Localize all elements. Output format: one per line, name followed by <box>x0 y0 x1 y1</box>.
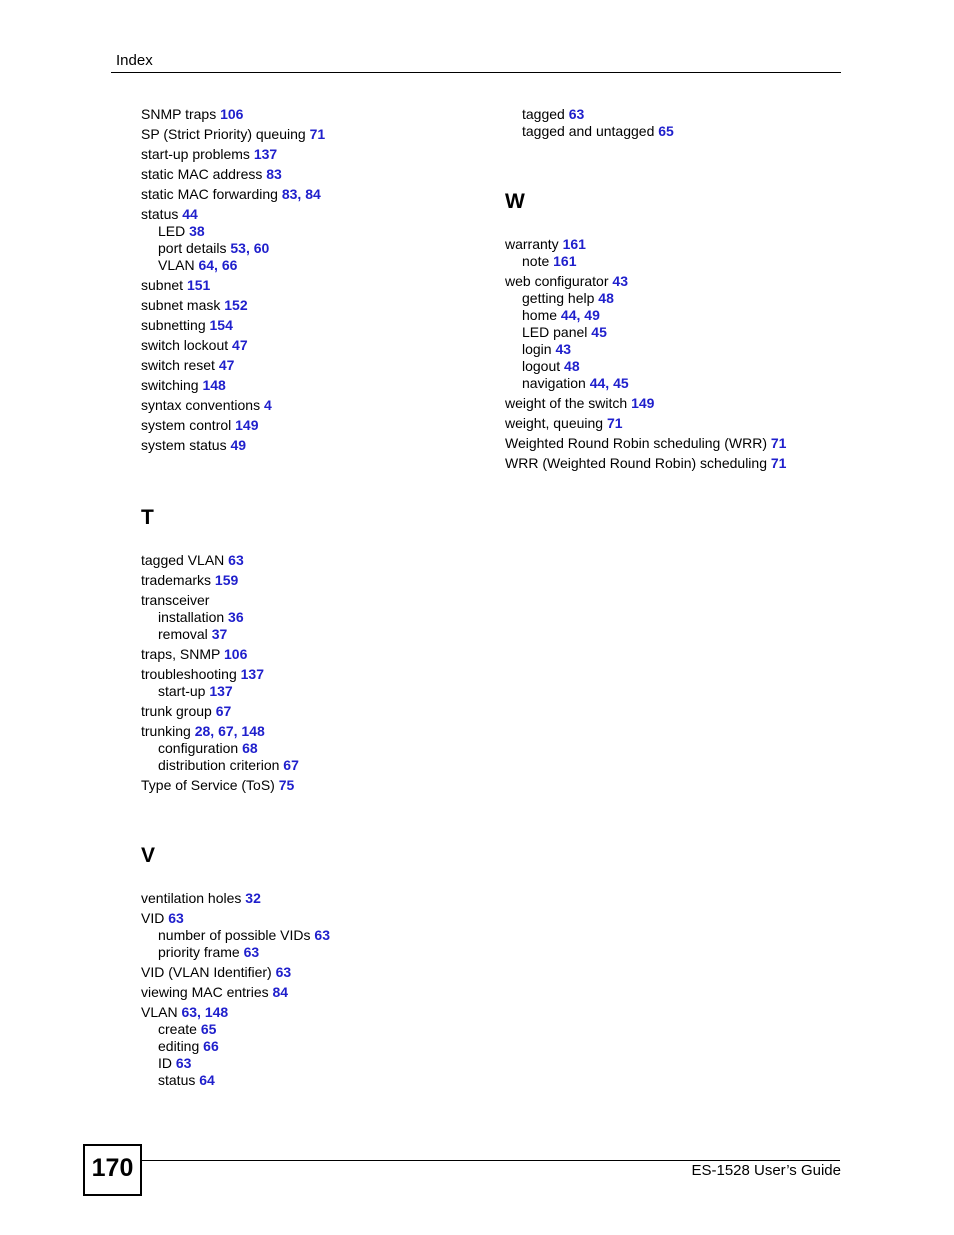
page-separator: , <box>245 240 254 256</box>
page-link[interactable]: 71 <box>770 435 787 451</box>
index-subentry <box>141 257 501 274</box>
page-link[interactable]: 66 <box>203 1038 219 1054</box>
index-entry <box>141 890 501 907</box>
page-link[interactable]: 47 <box>218 357 235 373</box>
page-number-box <box>83 1144 142 1196</box>
page-link[interactable]: 45 <box>591 324 607 340</box>
index-term: troubleshooting <box>141 666 241 682</box>
index-subentry <box>505 253 865 270</box>
page-link[interactable]: 36 <box>228 609 244 625</box>
page-link[interactable]: 151 <box>186 277 211 293</box>
index-term: switching <box>141 377 203 393</box>
index-entry <box>505 455 865 472</box>
index-term: home <box>522 307 561 323</box>
index-entry <box>141 377 501 394</box>
index-subentry <box>141 740 501 757</box>
index-term: transceiver <box>141 592 210 608</box>
page-link[interactable]: 64 <box>199 1072 215 1088</box>
index-entry <box>141 910 501 927</box>
index-subentry <box>141 609 501 626</box>
index-term: trademarks <box>141 572 215 588</box>
index-entry <box>141 666 501 683</box>
page-link[interactable]: 63 <box>168 910 184 926</box>
index-term: status <box>141 206 183 222</box>
index-subentry <box>505 375 865 392</box>
running-header: Index <box>116 52 153 69</box>
index-term: Weighted Round Robin scheduling (WRR) <box>505 435 771 451</box>
section-letter: W <box>505 190 525 213</box>
index-term: ID <box>158 1055 176 1071</box>
index-term: SP (Strict Priority) queuing <box>141 126 310 142</box>
index-term: web configurator <box>505 273 613 289</box>
index-term: number of possible VIDs <box>158 927 315 943</box>
page-link[interactable]: 4 <box>263 397 272 413</box>
page-link[interactable]: 154 <box>209 317 233 333</box>
page-link[interactable]: 137 <box>253 146 278 162</box>
index-subentry <box>141 927 501 944</box>
index-term: distribution criterion <box>158 757 284 773</box>
index-entry <box>141 592 501 609</box>
page-link[interactable]: 71 <box>606 415 623 431</box>
index-term: traps, SNMP <box>141 646 224 662</box>
index-term: trunking <box>141 723 195 739</box>
section-letter: T <box>141 506 154 529</box>
index-term: VID <box>141 910 169 926</box>
index-subentry <box>505 106 865 123</box>
index-entry <box>141 552 501 569</box>
index-entry <box>141 146 501 163</box>
index-term: tagged VLAN <box>141 552 229 568</box>
index-term: port details <box>158 240 231 256</box>
index-entry <box>141 397 501 414</box>
page-link[interactable]: 67 <box>218 723 234 739</box>
page-link[interactable]: 48 <box>598 290 614 306</box>
index-term: VLAN <box>141 1004 182 1020</box>
index-entry <box>141 437 501 454</box>
index-subentry <box>505 341 865 358</box>
index-entry <box>505 273 865 290</box>
page-link[interactable]: 63 <box>243 944 260 960</box>
index-term: note <box>522 253 554 269</box>
index-entry <box>141 417 501 434</box>
page-link[interactable]: 32 <box>245 890 261 906</box>
page-link[interactable]: 47 <box>232 337 248 353</box>
page-link[interactable]: 28 <box>194 723 211 739</box>
index-subentry <box>141 757 501 774</box>
page-link[interactable]: 43 <box>555 341 572 357</box>
page-link[interactable]: 83 <box>266 166 282 182</box>
index-entry <box>141 984 501 1001</box>
index-term: trunk group <box>141 703 216 719</box>
page-separator: , <box>233 723 242 739</box>
index-term: tagged and untagged <box>522 123 659 139</box>
index-subentry <box>141 240 501 257</box>
page-link[interactable]: 63 <box>181 1004 198 1020</box>
page-link[interactable]: 63 <box>228 552 244 568</box>
index-term: warranty <box>505 236 563 252</box>
page-separator: , <box>605 375 614 391</box>
index-subentry <box>141 626 501 643</box>
index-term: static MAC forwarding <box>141 186 282 202</box>
index-subentry <box>505 324 865 341</box>
index-subentry <box>505 307 865 324</box>
index-term: Type of Service (ToS) <box>141 777 279 793</box>
page-link[interactable]: 68 <box>242 740 258 756</box>
index-term: ventilation holes <box>141 890 246 906</box>
page-link[interactable]: 63 <box>314 927 330 943</box>
page-link[interactable]: 137 <box>240 666 264 682</box>
index-term: editing <box>158 1038 204 1054</box>
index-term: SNMP traps <box>141 106 221 122</box>
index-term: logout <box>522 358 565 374</box>
index-term: start-up problems <box>141 146 254 162</box>
page-separator: , <box>214 257 222 273</box>
index-entry <box>141 357 501 374</box>
index-term: WRR (Weighted Round Robin) scheduling <box>505 455 771 471</box>
page-link[interactable]: 75 <box>278 777 295 793</box>
index-term: LED <box>158 223 190 239</box>
index-entry <box>141 723 501 740</box>
index-entry <box>505 395 865 412</box>
index-subentry <box>141 1038 501 1055</box>
guide-title: ES-1528 User’s Guide <box>691 1162 841 1179</box>
index-term: subnetting <box>141 317 210 333</box>
index-subentry <box>505 358 865 375</box>
index-column-right <box>505 106 865 472</box>
index-term: VID (VLAN Identifier) <box>141 964 276 980</box>
page-link[interactable]: 65 <box>658 123 674 139</box>
page-link[interactable]: 83 <box>281 186 298 202</box>
index-term: static MAC address <box>141 166 267 182</box>
index-column-left <box>141 106 501 1089</box>
page-link[interactable]: 71 <box>770 455 787 471</box>
index-term: viewing MAC entries <box>141 984 273 1000</box>
page-link[interactable]: 49 <box>584 307 600 323</box>
footer-rule <box>140 1160 840 1161</box>
index-term: start-up <box>158 683 210 699</box>
page-separator: , <box>576 307 585 323</box>
page-link[interactable]: 64 <box>198 257 215 273</box>
page-link[interactable]: 38 <box>189 223 205 239</box>
page-link[interactable]: 67 <box>283 757 299 773</box>
index-subentry <box>141 223 501 240</box>
page-link[interactable]: 84 <box>305 186 321 202</box>
index-term: switch reset <box>141 357 219 373</box>
page-link[interactable]: 149 <box>631 395 655 411</box>
page-link[interactable]: 161 <box>562 236 586 252</box>
page-link[interactable]: 48 <box>564 358 580 374</box>
index-entry <box>141 166 501 183</box>
index-entry <box>141 703 501 720</box>
page-link[interactable]: 106 <box>224 646 248 662</box>
index-entry <box>505 415 865 432</box>
page-link[interactable]: 44 <box>560 307 577 323</box>
index-term: subnet mask <box>141 297 225 313</box>
index-subentry <box>505 290 865 307</box>
page-link[interactable]: 152 <box>224 297 248 313</box>
index-entry <box>141 126 501 143</box>
index-term: syntax conventions <box>141 397 264 413</box>
index-subentry <box>141 1021 501 1038</box>
index-entry <box>505 236 865 253</box>
index-term: getting help <box>522 290 599 306</box>
page-link[interactable]: 43 <box>612 273 628 289</box>
page-link[interactable]: 161 <box>553 253 577 269</box>
index-entry <box>141 964 501 981</box>
index-subentry <box>505 123 865 140</box>
index-entry <box>141 337 501 354</box>
page-link[interactable]: 149 <box>235 417 259 433</box>
page-link[interactable]: 106 <box>220 106 244 122</box>
index-subentry <box>141 1072 501 1089</box>
page-separator: , <box>297 186 306 202</box>
page-link[interactable]: 63 <box>275 964 292 980</box>
index-term: subnet <box>141 277 187 293</box>
page-link[interactable]: 63 <box>568 106 585 122</box>
page-link[interactable]: 37 <box>211 626 228 642</box>
index-entry <box>141 277 501 294</box>
index-term: tagged <box>522 106 569 122</box>
page-link[interactable]: 71 <box>309 126 326 142</box>
page-link[interactable]: 65 <box>200 1021 217 1037</box>
page-separator: , <box>210 723 219 739</box>
index-term: status <box>158 1072 200 1088</box>
index-entry <box>141 317 501 334</box>
index-entry <box>141 572 501 589</box>
index-term: installation <box>158 609 229 625</box>
page-link[interactable]: 44 <box>589 375 606 391</box>
header-rule <box>111 72 841 73</box>
index-term: weight of the switch <box>505 395 632 411</box>
index-entry <box>141 106 501 123</box>
index-entry <box>141 1004 501 1021</box>
index-subentry <box>141 1055 501 1072</box>
index-entry <box>505 435 865 452</box>
index-entry <box>141 646 501 663</box>
page-link[interactable]: 66 <box>221 257 238 273</box>
index-term: navigation <box>522 375 590 391</box>
section-letter: V <box>141 844 156 867</box>
index-term: switch lockout <box>141 337 233 353</box>
page-link[interactable]: 84 <box>272 984 289 1000</box>
index-entry <box>141 206 501 223</box>
index-term: LED panel <box>522 324 592 340</box>
index-term: login <box>522 341 556 357</box>
page-link[interactable]: 63 <box>175 1055 192 1071</box>
index-entry <box>141 186 501 203</box>
index-term: system status <box>141 437 231 453</box>
index-term: weight, queuing <box>505 415 607 431</box>
index-subentry <box>141 944 501 961</box>
page-separator: , <box>197 1004 205 1020</box>
page-link[interactable]: 148 <box>204 1004 229 1020</box>
index-term: system control <box>141 417 236 433</box>
index-subentry <box>141 683 501 700</box>
page-link[interactable]: 67 <box>215 703 232 719</box>
index-term: removal <box>158 626 212 642</box>
page-number: 170 <box>91 1154 134 1182</box>
page-link[interactable]: 60 <box>253 240 270 256</box>
page-link[interactable]: 45 <box>613 375 629 391</box>
index-term: configuration <box>158 740 243 756</box>
index-term: VLAN <box>158 257 199 273</box>
index-entry <box>141 297 501 314</box>
page-link[interactable]: 148 <box>202 377 226 393</box>
index-term: priority frame <box>158 944 244 960</box>
index-entry <box>141 777 501 794</box>
page-link[interactable]: 159 <box>214 572 239 588</box>
page-link[interactable]: 53 <box>230 240 246 256</box>
index-term: create <box>158 1021 201 1037</box>
page-link[interactable]: 49 <box>230 437 247 453</box>
page-link[interactable]: 137 <box>209 683 233 699</box>
page-link[interactable]: 44 <box>182 206 198 222</box>
page-link[interactable]: 148 <box>241 723 265 739</box>
